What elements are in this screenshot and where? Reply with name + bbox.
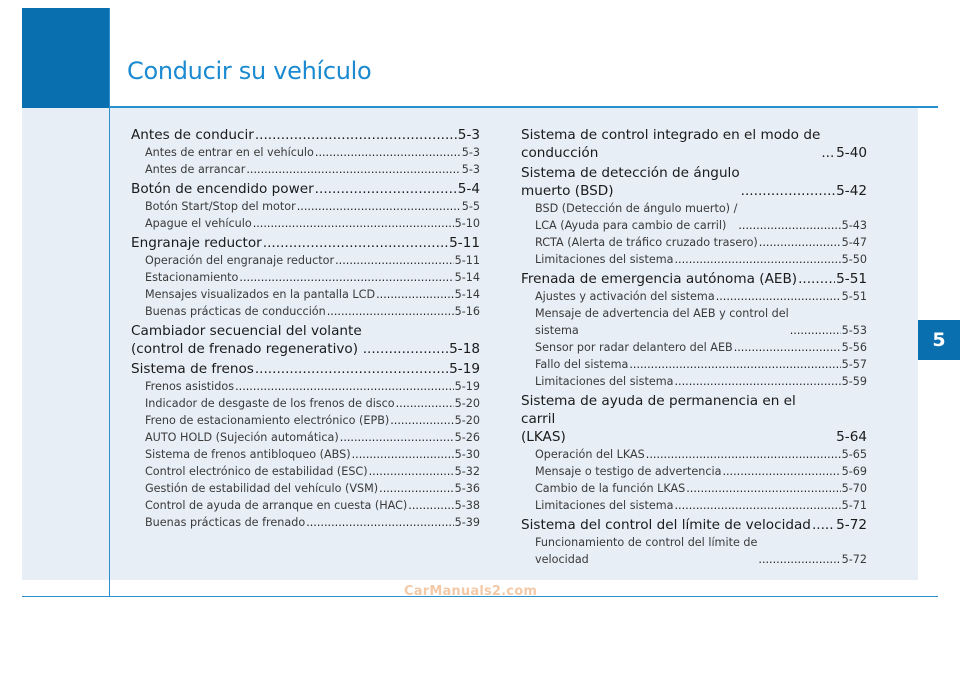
dot-leader — [315, 144, 461, 161]
section-heading-link[interactable] — [131, 180, 480, 198]
toc-left-column — [131, 124, 480, 531]
section-title: Engranaje reductor — [131, 235, 262, 251]
dot-leader — [327, 303, 454, 320]
chapter-tab[interactable]: 5 — [918, 320, 960, 360]
toc-subentry-list — [521, 200, 867, 268]
dot-leader — [306, 514, 453, 531]
page-number: 5-70 — [841, 482, 867, 495]
dot-leader — [722, 463, 840, 480]
page-number: 5-20 — [454, 397, 480, 410]
section-title: Sistema de control integrado en el modo de conducción — [521, 127, 821, 161]
watermark: CarManuals2.com — [404, 584, 538, 599]
toc-subentry-link[interactable] — [535, 251, 867, 268]
section-title: Botón de encendido power — [131, 181, 314, 197]
dot-leader — [686, 480, 840, 497]
page-number: 5-5 — [461, 200, 480, 213]
toc-subentry-link[interactable] — [145, 286, 480, 303]
toc-subentry-link[interactable] — [145, 497, 480, 514]
section-heading-link[interactable] — [521, 392, 867, 446]
page-number: 5-64 — [836, 429, 867, 445]
page-number: 5-72 — [841, 553, 867, 566]
toc-subentry-link[interactable] — [145, 161, 480, 178]
toc-section — [131, 234, 480, 320]
dot-leader — [646, 446, 841, 463]
toc-subentry-link[interactable] — [535, 463, 867, 480]
dot-leader — [741, 182, 835, 200]
dot-leader — [369, 463, 454, 480]
toc-subentry-link[interactable] — [535, 373, 867, 390]
page-number: 5-14 — [454, 271, 480, 284]
section-heading-link[interactable] — [131, 360, 480, 378]
subentry-title: Botón Start/Stop del motor — [145, 200, 296, 213]
toc-subentry-link[interactable] — [145, 412, 480, 429]
toc-subentry-list — [131, 198, 480, 232]
subentry-title: Antes de entrar en el vehículo — [145, 146, 314, 159]
subentry-title: Limitaciones del sistema — [535, 375, 674, 388]
page-number: 5-11 — [449, 235, 480, 251]
subentry-title: Freno de estacionamiento electrónico (EPB) — [145, 414, 390, 427]
page-number: 5-38 — [454, 499, 480, 512]
subentry-title: Buenas prácticas de frenado — [145, 516, 306, 529]
page-number: 5-26 — [454, 431, 480, 444]
margin-line — [109, 8, 110, 597]
toc-subentry-link[interactable] — [145, 429, 480, 446]
toc-subentry-link[interactable] — [535, 234, 867, 251]
page-number: 5-71 — [841, 499, 867, 512]
subentry-title: AUTO HOLD (Sujeción automática) — [145, 431, 339, 444]
dot-leader — [340, 429, 454, 446]
dot-leader — [798, 270, 835, 288]
toc-subentry-link[interactable] — [145, 269, 480, 286]
toc-subentry-link[interactable] — [145, 144, 480, 161]
dot-leader — [263, 234, 448, 252]
subentry-title: Operación del engranaje reductor — [145, 254, 335, 267]
subentry-title: Estacionamiento — [145, 271, 239, 284]
toc-subentry-link[interactable] — [535, 339, 867, 356]
dot-leader — [376, 286, 454, 303]
section-title: Cambiador secuencial del volante (control de frenado regenerativo) — [131, 323, 362, 357]
dot-leader — [352, 446, 454, 463]
dot-leader — [759, 234, 841, 251]
subentry-title: Control de ayuda de arranque en cuesta (HAC) — [145, 499, 408, 512]
dot-leader — [379, 480, 453, 497]
subentry-title: Mensaje de advertencia del AEB y control del sistema — [535, 307, 789, 337]
toc-section — [131, 360, 480, 531]
toc-section — [521, 516, 867, 568]
page-number: 5-19 — [454, 380, 480, 393]
section-heading-link[interactable] — [521, 516, 867, 534]
toc-subentry-list — [131, 144, 480, 178]
page-number: 5-53 — [841, 324, 867, 337]
subentry-title: Mensaje o testigo de advertencia — [535, 465, 722, 478]
page-number: 5-40 — [836, 145, 867, 161]
subentry-title: Operación del LKAS — [535, 448, 645, 461]
toc-subentry-link[interactable] — [145, 446, 480, 463]
toc-subentry-list — [131, 252, 480, 320]
section-heading-link[interactable] — [131, 234, 480, 252]
toc-subentry-link[interactable] — [535, 534, 867, 568]
subentry-title: Funcionamiento de control del límite de velocidad — [535, 536, 758, 566]
section-heading-link[interactable] — [131, 322, 480, 358]
dot-leader — [235, 378, 454, 395]
subentry-title: Cambio de la función LKAS — [535, 482, 686, 495]
subentry-title: Limitaciones del sistema — [535, 499, 674, 512]
page-number: 5-56 — [841, 341, 867, 354]
toc-section — [131, 180, 480, 232]
dot-leader — [246, 161, 460, 178]
subentry-title: Indicador de desgaste de los frenos de disco — [145, 397, 395, 410]
toc-subentry-list — [521, 446, 867, 514]
subentry-title: BSD (Detección de ángulo muerto) / LCA (Ayuda para cambio de carril) — [535, 202, 738, 232]
subentry-title: Buenas prácticas de conducción — [145, 305, 326, 318]
page-number: 5-11 — [454, 254, 480, 267]
subentry-title: Fallo del sistema — [535, 358, 629, 371]
page-number: 5-19 — [449, 361, 480, 377]
toc-subentry-link[interactable] — [145, 198, 480, 215]
toc-section — [521, 270, 867, 390]
toc-subentry-link[interactable] — [535, 356, 867, 373]
subentry-title: Limitaciones del sistema — [535, 253, 674, 266]
section-title: Sistema del control del límite de velocidad — [521, 517, 811, 533]
toc-subentry-link[interactable] — [145, 303, 480, 320]
header-corner-block — [22, 8, 110, 108]
page-number: 5-3 — [461, 146, 480, 159]
dot-leader — [363, 340, 448, 358]
page-number: 5-16 — [454, 305, 480, 318]
toc-subentry-link[interactable] — [145, 463, 480, 480]
dot-leader — [253, 215, 454, 232]
page-number: 5-39 — [454, 516, 480, 529]
toc-subentry-list — [131, 378, 480, 531]
toc-subentry-link[interactable] — [145, 480, 480, 497]
dot-leader — [239, 269, 453, 286]
toc-subentry-link[interactable] — [535, 305, 867, 339]
subentry-title: Control electrónico de estabilidad (ESC) — [145, 465, 368, 478]
page-number: 5-10 — [454, 217, 480, 230]
page-number: 5-65 — [841, 448, 867, 461]
toc-subentry-link[interactable] — [145, 514, 480, 531]
subentry-title: RCTA (Alerta de tráfico cruzado trasero) — [535, 236, 758, 249]
toc-subentry-list — [521, 534, 867, 568]
subentry-title: Frenos asistidos — [145, 380, 235, 393]
page-number: 5-51 — [841, 290, 867, 303]
page-number: 5-36 — [454, 482, 480, 495]
toc-section — [521, 392, 867, 514]
dot-leader — [408, 497, 453, 514]
page-number: 5-4 — [457, 181, 480, 197]
dot-leader — [790, 322, 841, 339]
page-number: 5-72 — [836, 517, 867, 533]
section-title: Sistema de frenos — [131, 361, 254, 377]
section-title: Sistema de detección de ángulo muerto (BSD) — [521, 165, 740, 199]
section-title: Sistema de ayuda de permanencia en el carril (LKAS) — [521, 393, 796, 445]
dot-leader — [675, 373, 841, 390]
toc-subentry-list — [521, 288, 867, 390]
section-title: Frenada de emergencia autónoma (AEB) — [521, 271, 798, 287]
page-number: 5-57 — [841, 358, 867, 371]
page-number: 5-14 — [454, 288, 480, 301]
toc-right-column — [521, 124, 867, 568]
page-number: 5-3 — [457, 127, 480, 143]
toc-subentry-link[interactable] — [145, 252, 480, 269]
toc-subentry-link[interactable] — [535, 446, 867, 463]
page-number: 5-42 — [836, 183, 867, 199]
dot-leader — [629, 356, 840, 373]
page-number: 5-47 — [841, 236, 867, 249]
subentry-title: Apague el vehículo — [145, 217, 252, 230]
dot-leader — [821, 144, 835, 162]
section-heading-link[interactable] — [521, 126, 867, 162]
subentry-title: Sistema de frenos antibloqueo (ABS) — [145, 448, 351, 461]
page-number: 5-51 — [836, 271, 867, 287]
dot-leader — [738, 217, 840, 234]
toc-section — [131, 322, 480, 358]
toc-subentry-link[interactable] — [145, 378, 480, 395]
page-number: 5-43 — [841, 219, 867, 232]
page-number: 5-50 — [841, 253, 867, 266]
toc-subentry-link[interactable] — [535, 497, 867, 514]
page-number: 5-3 — [461, 163, 480, 176]
toc-subentry-link[interactable] — [145, 215, 480, 232]
dot-leader — [812, 516, 835, 534]
dot-leader — [675, 251, 841, 268]
dot-leader — [297, 198, 461, 215]
dot-leader — [255, 126, 457, 144]
page-number: 5-69 — [841, 465, 867, 478]
page-number: 5-32 — [454, 465, 480, 478]
section-heading-link[interactable] — [521, 164, 867, 200]
toc-section — [521, 164, 867, 268]
section-heading-link[interactable] — [521, 270, 867, 288]
section-heading-link[interactable] — [131, 126, 480, 144]
subentry-title: Ajustes y activación del sistema — [535, 290, 715, 303]
dot-leader — [315, 180, 457, 198]
page-number: 5-20 — [454, 414, 480, 427]
dot-leader — [255, 360, 448, 378]
subentry-title: Gestión de estabilidad del vehículo (VSM) — [145, 482, 379, 495]
subentry-title: Sensor por radar delantero del AEB — [535, 341, 733, 354]
dot-leader — [716, 288, 841, 305]
toc-subentry-link[interactable] — [145, 395, 480, 412]
toc-subentry-link[interactable] — [535, 480, 867, 497]
dot-leader — [758, 551, 840, 568]
toc-subentry-link[interactable] — [535, 288, 867, 305]
page-number: 5-59 — [841, 375, 867, 388]
dot-leader — [335, 252, 454, 269]
page-number: 5-30 — [454, 448, 480, 461]
subentry-title: Antes de arrancar — [145, 163, 246, 176]
page-number: 5-18 — [449, 341, 480, 357]
page-title: Conducir su vehículo — [127, 57, 372, 85]
section-title: Antes de conducir — [131, 127, 254, 143]
subentry-title: Mensajes visualizados en la pantalla LCD — [145, 288, 376, 301]
dot-leader — [734, 339, 841, 356]
toc-section — [131, 126, 480, 178]
dot-leader — [390, 412, 453, 429]
dot-leader — [396, 395, 454, 412]
dot-leader — [675, 497, 841, 514]
toc-section — [521, 126, 867, 162]
toc-subentry-link[interactable] — [535, 200, 867, 234]
